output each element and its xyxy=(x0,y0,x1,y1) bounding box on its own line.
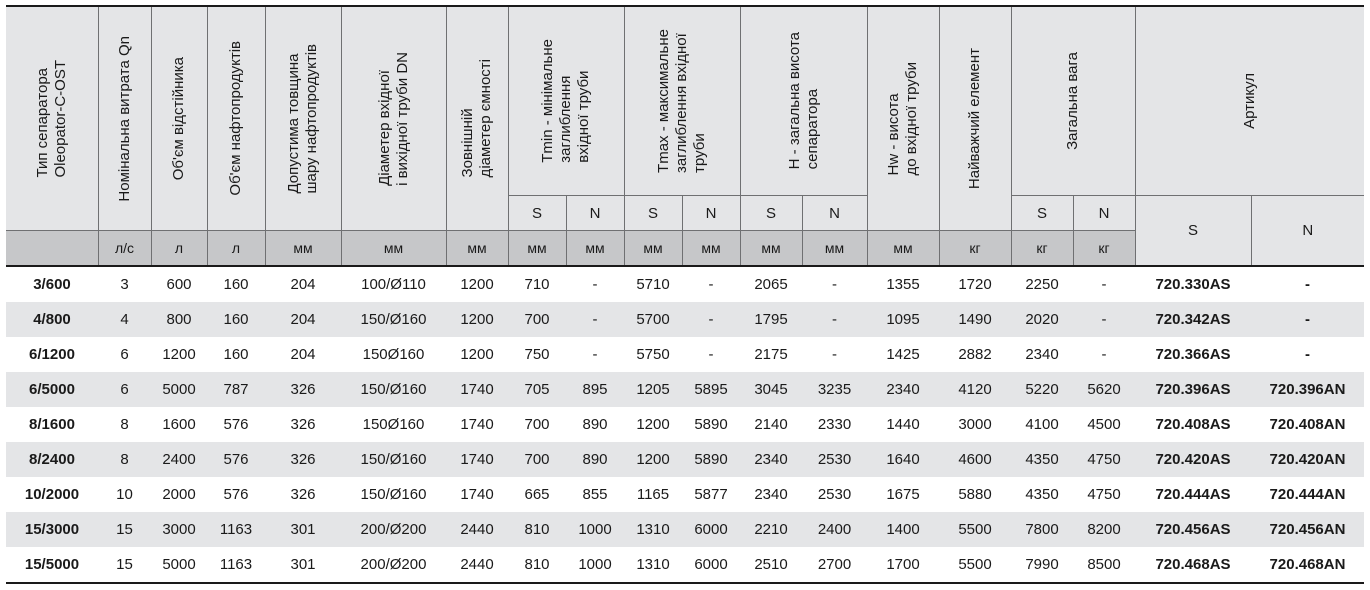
table-row xyxy=(6,372,1364,407)
unit-weight-s: кг xyxy=(1011,231,1073,267)
header-total-height: H - загальна висота сепаратора xyxy=(740,6,867,196)
unit-volume: л xyxy=(151,231,207,267)
table-cell: 2020 xyxy=(1011,302,1073,337)
sub-height-s: S xyxy=(740,196,802,231)
table-cell: 1355 xyxy=(867,266,939,302)
header-pipe-diameter: Діаметер вхідної і вихідної труби DN xyxy=(341,6,446,231)
table-cell: 2140 xyxy=(740,407,802,442)
header-article: Артикул xyxy=(1135,6,1364,196)
table-cell: 800 xyxy=(151,302,207,337)
table-cell: 5750 xyxy=(624,337,682,372)
header-row-titles xyxy=(6,6,1364,196)
unit-tmin-s: мм xyxy=(508,231,566,267)
table-cell: 720.468AN xyxy=(1251,547,1364,583)
table-cell: 204 xyxy=(265,337,341,372)
table-cell: 720.456AS xyxy=(1135,512,1251,547)
table-cell: 890 xyxy=(566,442,624,477)
table-cell: 720.396AN xyxy=(1251,372,1364,407)
table-cell: 160 xyxy=(207,337,265,372)
table-cell: - xyxy=(802,302,867,337)
header-settler-volume: Об'єм відстійника xyxy=(151,6,207,231)
header-oil-volume: Об'єм нафтопродуктів xyxy=(207,6,265,231)
table-cell: 5895 xyxy=(682,372,740,407)
table-cell: 700 xyxy=(508,302,566,337)
table-cell: - xyxy=(1251,337,1364,372)
table-cell: 2175 xyxy=(740,337,802,372)
table-cell: 1200 xyxy=(446,302,508,337)
table-cell: 720.420AS xyxy=(1135,442,1251,477)
table-cell: 2210 xyxy=(740,512,802,547)
table-cell: 720.330AS xyxy=(1135,266,1251,302)
table-cell: 1165 xyxy=(624,477,682,512)
table-cell: 5500 xyxy=(939,512,1011,547)
table-cell: 5620 xyxy=(1073,372,1135,407)
table-cell: 326 xyxy=(265,372,341,407)
table-cell: 5700 xyxy=(624,302,682,337)
table-cell: 1675 xyxy=(867,477,939,512)
table-cell: 204 xyxy=(265,266,341,302)
table-cell: 1740 xyxy=(446,372,508,407)
table-cell: 8/1600 xyxy=(6,407,98,442)
table-cell: 720.456AN xyxy=(1251,512,1364,547)
table-cell: 150/Ø160 xyxy=(341,372,446,407)
table-cell: 2065 xyxy=(740,266,802,302)
table-cell: 1740 xyxy=(446,407,508,442)
sub-tmax-n: N xyxy=(682,196,740,231)
unit-thickness: мм xyxy=(265,231,341,267)
sub-tmin-s: S xyxy=(508,196,566,231)
header-outer-diameter: Зовнішній діаметер ємності xyxy=(446,6,508,231)
table-cell: 4350 xyxy=(1011,442,1073,477)
table-cell: 6/5000 xyxy=(6,372,98,407)
sub-weight-s: S xyxy=(1011,196,1073,231)
table-cell: 6 xyxy=(98,337,151,372)
table-cell: 2340 xyxy=(867,372,939,407)
table-cell: 1200 xyxy=(446,266,508,302)
table-cell: 3/600 xyxy=(6,266,98,302)
table-cell: 720.408AN xyxy=(1251,407,1364,442)
header-oil-layer-thickness: Допустима товщина шару нафтопродуктів xyxy=(265,6,341,231)
sub-height-n: N xyxy=(802,196,867,231)
table-cell: 810 xyxy=(508,512,566,547)
table-cell: 787 xyxy=(207,372,265,407)
table-cell: 720.396AS xyxy=(1135,372,1251,407)
table-cell: 1200 xyxy=(624,442,682,477)
unit-tmin-n: мм xyxy=(566,231,624,267)
table-cell: 2440 xyxy=(446,512,508,547)
table-cell: 301 xyxy=(265,547,341,583)
unit-qn: л/с xyxy=(98,231,151,267)
table-cell: 1200 xyxy=(624,407,682,442)
table-cell: 150/Ø160 xyxy=(341,477,446,512)
table-cell: 326 xyxy=(265,442,341,477)
table-cell: 2400 xyxy=(151,442,207,477)
table-cell: 576 xyxy=(207,407,265,442)
table-cell: 576 xyxy=(207,442,265,477)
table-cell: 200/Ø200 xyxy=(341,547,446,583)
table-cell: 160 xyxy=(207,266,265,302)
table-cell: 7800 xyxy=(1011,512,1073,547)
unit-height-s: мм xyxy=(740,231,802,267)
table-cell: 1740 xyxy=(446,477,508,512)
table-cell: 1000 xyxy=(566,547,624,583)
table-cell: - xyxy=(1251,266,1364,302)
header-heaviest-element: Найважчий елемент xyxy=(939,6,1011,231)
table-row xyxy=(6,512,1364,547)
unit-heavy: кг xyxy=(939,231,1011,267)
table-cell: 890 xyxy=(566,407,624,442)
table-cell: 855 xyxy=(566,477,624,512)
table-cell: 4750 xyxy=(1073,477,1135,512)
table-cell: 1163 xyxy=(207,512,265,547)
table-cell: 15 xyxy=(98,547,151,583)
table-cell: 200/Ø200 xyxy=(341,512,446,547)
table-cell: - xyxy=(566,337,624,372)
table-cell: 5500 xyxy=(939,547,1011,583)
table-cell: 150Ø160 xyxy=(341,407,446,442)
table-cell: 895 xyxy=(566,372,624,407)
table-cell: 810 xyxy=(508,547,566,583)
table-cell: 7990 xyxy=(1011,547,1073,583)
table-cell: 2510 xyxy=(740,547,802,583)
table-cell: 8 xyxy=(98,442,151,477)
table-cell: 665 xyxy=(508,477,566,512)
unit-tmax-n: мм xyxy=(682,231,740,267)
table-row xyxy=(6,442,1364,477)
header-inlet-height: Hw - висота до вхідної труби xyxy=(867,6,939,231)
unit-type-blank xyxy=(6,231,98,267)
sub-article-s: S xyxy=(1135,196,1251,267)
table-cell: 3 xyxy=(98,266,151,302)
table-cell: 720.444AN xyxy=(1251,477,1364,512)
table-cell: 3235 xyxy=(802,372,867,407)
table-cell: 1425 xyxy=(867,337,939,372)
table-cell: 8200 xyxy=(1073,512,1135,547)
table-header xyxy=(6,6,1364,266)
table-cell: 5000 xyxy=(151,547,207,583)
table-cell: 8/2400 xyxy=(6,442,98,477)
table-row xyxy=(6,266,1364,302)
table-cell: 4100 xyxy=(1011,407,1073,442)
table-cell: 6 xyxy=(98,372,151,407)
table-cell: 1700 xyxy=(867,547,939,583)
table-body xyxy=(6,266,1364,583)
table-cell: 720.366AS xyxy=(1135,337,1251,372)
table-cell: 1795 xyxy=(740,302,802,337)
table-row xyxy=(6,337,1364,372)
table-cell: 326 xyxy=(265,407,341,442)
table-cell: 5710 xyxy=(624,266,682,302)
unit-weight-n: кг xyxy=(1073,231,1135,267)
sub-tmin-n: N xyxy=(566,196,624,231)
table-cell: 2250 xyxy=(1011,266,1073,302)
table-cell: 5880 xyxy=(939,477,1011,512)
table-row xyxy=(6,407,1364,442)
table-cell: 720.408AS xyxy=(1135,407,1251,442)
specification-table-container xyxy=(6,5,1364,584)
table-cell: 6000 xyxy=(682,512,740,547)
table-cell: 1095 xyxy=(867,302,939,337)
table-cell: 720.468AS xyxy=(1135,547,1251,583)
table-cell: 720.444AS xyxy=(1135,477,1251,512)
header-tmin: Tmin - мінімальне заглиблення вхідної труби xyxy=(508,6,624,196)
table-cell: 301 xyxy=(265,512,341,547)
table-cell: 705 xyxy=(508,372,566,407)
table-cell: 1600 xyxy=(151,407,207,442)
header-total-weight: Загальна вага xyxy=(1011,6,1135,196)
table-cell: 8 xyxy=(98,407,151,442)
table-cell: 6/1200 xyxy=(6,337,98,372)
table-cell: 1200 xyxy=(151,337,207,372)
table-cell: - xyxy=(1073,337,1135,372)
table-cell: 160 xyxy=(207,302,265,337)
table-cell: 1720 xyxy=(939,266,1011,302)
table-cell: 15 xyxy=(98,512,151,547)
table-cell: 4120 xyxy=(939,372,1011,407)
table-cell: 150/Ø160 xyxy=(341,302,446,337)
table-cell: 1740 xyxy=(446,442,508,477)
table-cell: 3000 xyxy=(939,407,1011,442)
table-cell: 1310 xyxy=(624,512,682,547)
table-cell: - xyxy=(682,337,740,372)
sub-weight-n: N xyxy=(1073,196,1135,231)
table-cell: 750 xyxy=(508,337,566,372)
table-cell: 2400 xyxy=(802,512,867,547)
table-cell: 100/Ø110 xyxy=(341,266,446,302)
table-cell: 150/Ø160 xyxy=(341,442,446,477)
sub-tmax-s: S xyxy=(624,196,682,231)
table-cell: 700 xyxy=(508,407,566,442)
table-cell: 2440 xyxy=(446,547,508,583)
table-cell: 1310 xyxy=(624,547,682,583)
unit-tmax-s: мм xyxy=(624,231,682,267)
table-cell: 6000 xyxy=(682,547,740,583)
table-cell: 600 xyxy=(151,266,207,302)
table-cell: 2340 xyxy=(1011,337,1073,372)
table-row xyxy=(6,547,1364,583)
table-cell: 2340 xyxy=(740,442,802,477)
unit-outer: мм xyxy=(446,231,508,267)
table-cell: 5890 xyxy=(682,442,740,477)
table-cell: 326 xyxy=(265,477,341,512)
table-cell: 1640 xyxy=(867,442,939,477)
table-cell: - xyxy=(1073,266,1135,302)
table-cell: 2700 xyxy=(802,547,867,583)
unit-hw: мм xyxy=(867,231,939,267)
table-cell: 1400 xyxy=(867,512,939,547)
table-cell: 4600 xyxy=(939,442,1011,477)
table-cell: - xyxy=(682,302,740,337)
table-cell: - xyxy=(682,266,740,302)
table-cell: 2882 xyxy=(939,337,1011,372)
sub-article-n: N xyxy=(1251,196,1364,267)
table-cell: 2530 xyxy=(802,477,867,512)
unit-height-n: мм xyxy=(802,231,867,267)
table-cell: 3000 xyxy=(151,512,207,547)
table-cell: 4 xyxy=(98,302,151,337)
table-row xyxy=(6,477,1364,512)
table-cell: 15/3000 xyxy=(6,512,98,547)
table-cell: 700 xyxy=(508,442,566,477)
table-cell: 1490 xyxy=(939,302,1011,337)
table-cell: 720.420AN xyxy=(1251,442,1364,477)
table-cell: - xyxy=(1073,302,1135,337)
table-cell: 576 xyxy=(207,477,265,512)
table-cell: 5220 xyxy=(1011,372,1073,407)
table-cell: 204 xyxy=(265,302,341,337)
table-row xyxy=(6,302,1364,337)
table-cell: 8500 xyxy=(1073,547,1135,583)
table-cell: 2000 xyxy=(151,477,207,512)
table-cell: 1200 xyxy=(446,337,508,372)
unit-oil: л xyxy=(207,231,265,267)
table-cell: 720.342AS xyxy=(1135,302,1251,337)
table-cell: 10/2000 xyxy=(6,477,98,512)
table-cell: - xyxy=(566,266,624,302)
table-cell: 2330 xyxy=(802,407,867,442)
table-cell: 3045 xyxy=(740,372,802,407)
table-cell: 1000 xyxy=(566,512,624,547)
table-cell: - xyxy=(1251,302,1364,337)
table-cell: 710 xyxy=(508,266,566,302)
table-cell: 1205 xyxy=(624,372,682,407)
table-cell: 1163 xyxy=(207,547,265,583)
table-cell: 2530 xyxy=(802,442,867,477)
table-cell: 4/800 xyxy=(6,302,98,337)
table-cell: 5877 xyxy=(682,477,740,512)
separator-spec-table xyxy=(6,5,1364,584)
table-cell: 10 xyxy=(98,477,151,512)
header-separator-type: Тип сепаратора Oleopator-C-OST xyxy=(6,6,98,231)
table-cell: 2340 xyxy=(740,477,802,512)
table-cell: 5890 xyxy=(682,407,740,442)
table-cell: 1440 xyxy=(867,407,939,442)
table-cell: 150Ø160 xyxy=(341,337,446,372)
table-cell: 4350 xyxy=(1011,477,1073,512)
table-cell: 4500 xyxy=(1073,407,1135,442)
table-cell: 4750 xyxy=(1073,442,1135,477)
header-nominal-flow: Номінальна витрата Qn xyxy=(98,6,151,231)
table-cell: - xyxy=(802,266,867,302)
table-cell: 5000 xyxy=(151,372,207,407)
table-cell: - xyxy=(802,337,867,372)
table-cell: - xyxy=(566,302,624,337)
unit-dn: мм xyxy=(341,231,446,267)
header-tmax: Tmax - максимальне заглиблення вхідної труби xyxy=(624,6,740,196)
table-cell: 15/5000 xyxy=(6,547,98,583)
